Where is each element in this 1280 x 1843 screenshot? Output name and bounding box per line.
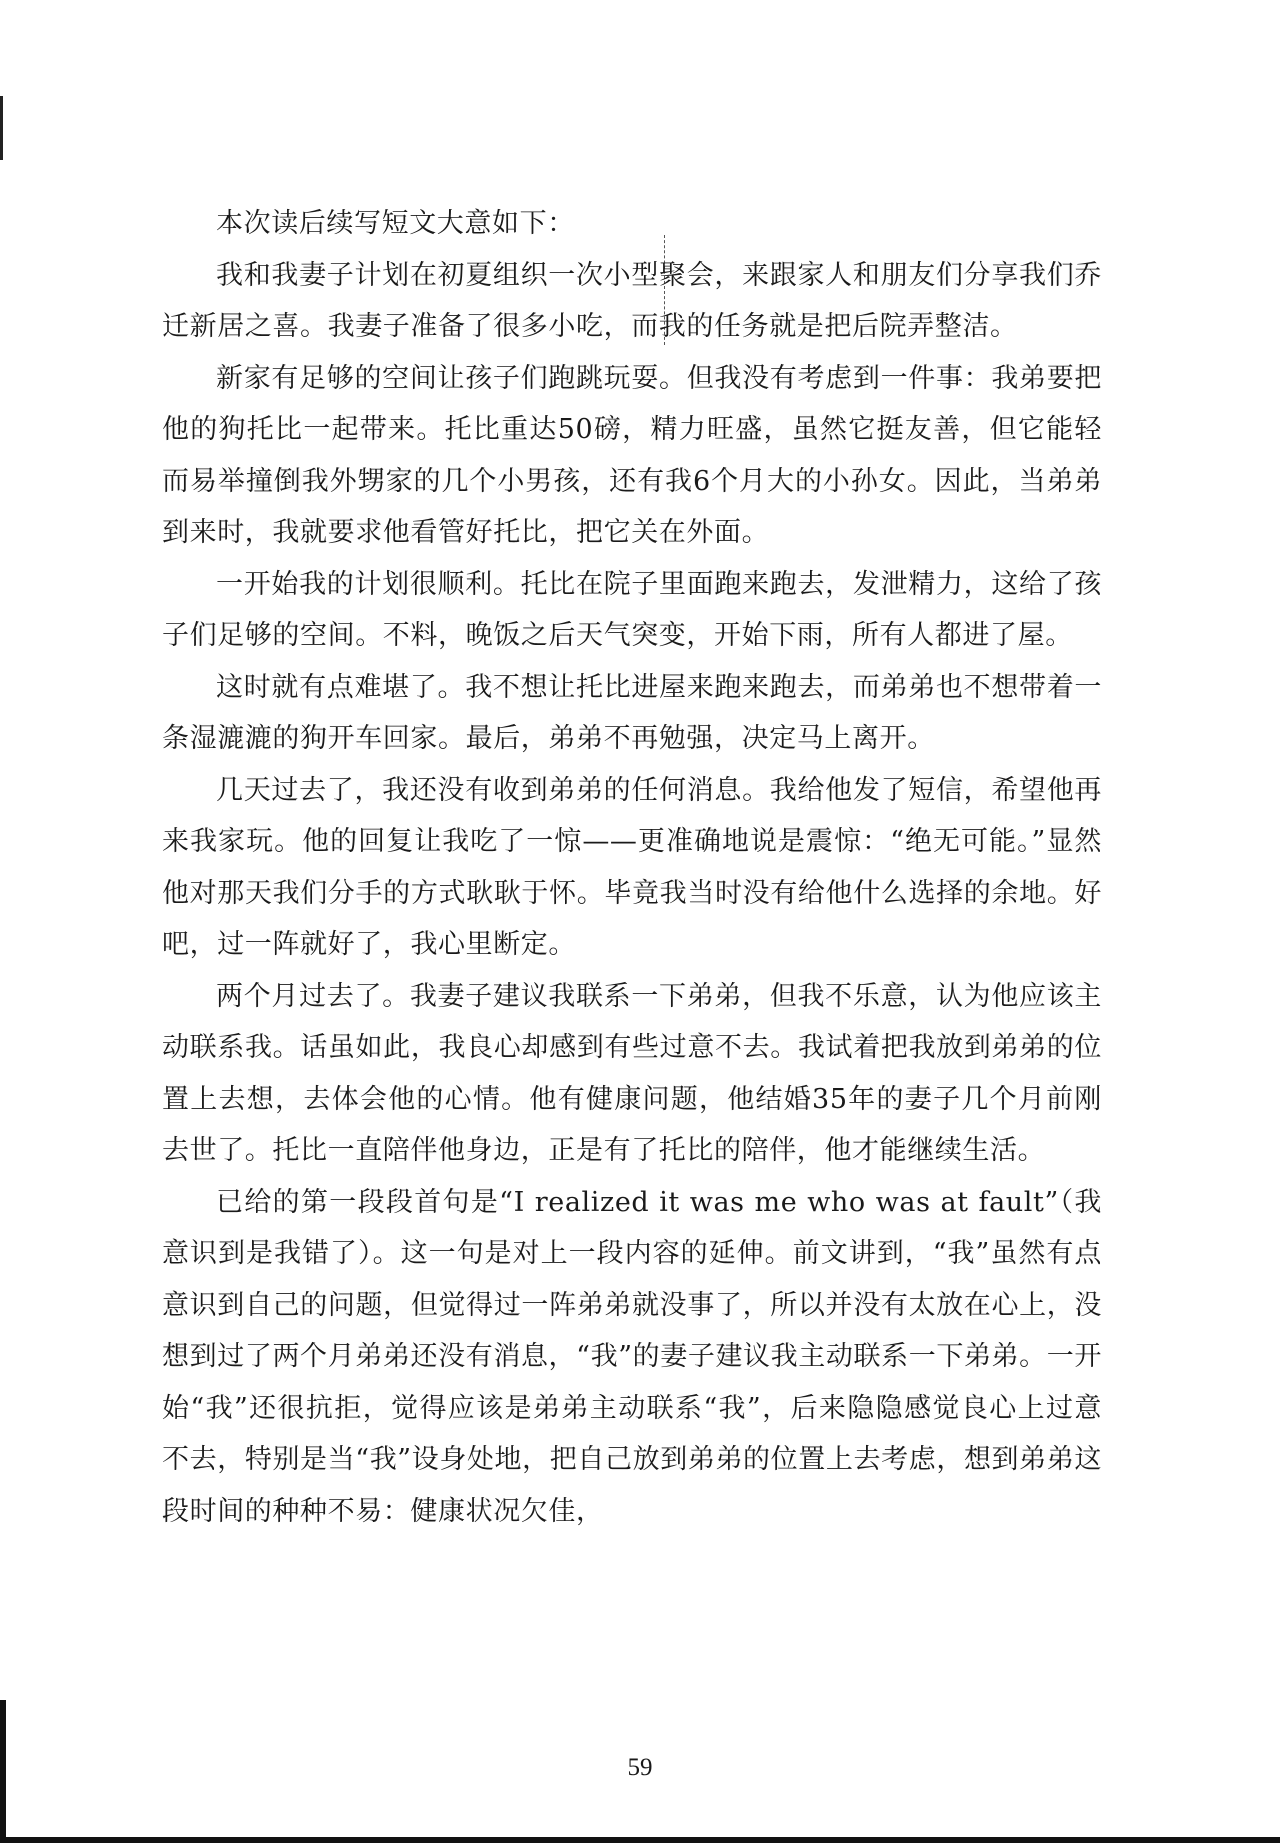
intro-line: 本次读后续写短文大意如下： [216,208,575,239]
paragraph-3: 一开始我的计划很顺利。托比在院子里面跑来跑去，发泄精力，这给了孩子们足够的空间。不料，晚饭之后天气突变，开始下雨，所有人都进了屋。 [162,568,1102,651]
page-number: 59 [627,1754,653,1781]
analysis-paragraph: 已给的第一段段首句是“I realized it was me who was at fault”（我意识到是我错了）。这一句是对上一段内容的延伸。前文讲到，“我”虽然有点意识到自己的问题，但觉得过一阵弟弟就没事了，所以并没有太放在心上，没想到过了两个月弟弟还没有消息，“我”的妻子建议我主动联系一下弟弟。一开始“我”还很抗拒，觉得应该是弟弟主动联系“我”，后来隐隐感觉良心上过意不去，特别是当“我”设身处地，把自己放到弟弟的位置上去考虑，想到弟弟这段时间的种种不易：健康状况欠佳， [162,1186,1102,1527]
paragraph-1: 我和我妻子计划在初夏组织一次小型聚会，来跟家人和朋友们分享我们乔迁新居之喜。我妻子准备了很多小吃，而我的任务就是把后院弄整洁。 [162,259,1102,342]
scan-bottom-edge [0,1837,1280,1843]
page-body [162,198,1102,1537]
paragraph-2: 新家有足够的空间让孩子们跑跳玩耍。但我没有考虑到一件事：我弟要把他的狗托比一起带来。托比重达50磅，精力旺盛，虽然它挺友善，但它能轻而易举撞倒我外甥家的几个小男孩，还有我6个月大的小孙女。因此，当弟弟到来时，我就要求他看管好托比，把它关在外面。 [162,362,1102,548]
paragraph-5: 几天过去了，我还没有收到弟弟的任何消息。我给他发了短信，希望他再来我家玩。他的回复让我吃了一惊——更准确地说是震惊：“绝无可能。”显然他对那天我们分手的方式耿耿于怀。毕竟我当时没有给他什么选择的余地。好吧，过一阵就好了，我心里断定。 [162,774,1102,960]
scan-edge-mark [0,96,3,160]
paragraph-4: 这时就有点难堪了。我不想让托比进屋来跑来跑去，而弟弟也不想带着一条湿漉漉的狗开车回家。最后，弟弟不再勉强，决定马上离开。 [162,671,1102,754]
paragraph-6: 两个月过去了。我妻子建议我联系一下弟弟，但我不乐意，认为他应该主动联系我。话虽如此，我良心却感到有些过意不去。我试着把我放到弟弟的位置上去想，去体会他的心情。他有健康问题，他结婚35年的妻子几个月前刚去世了。托比一直陪伴他身边，正是有了托比的陪伴，他才能继续生活。 [162,980,1102,1166]
